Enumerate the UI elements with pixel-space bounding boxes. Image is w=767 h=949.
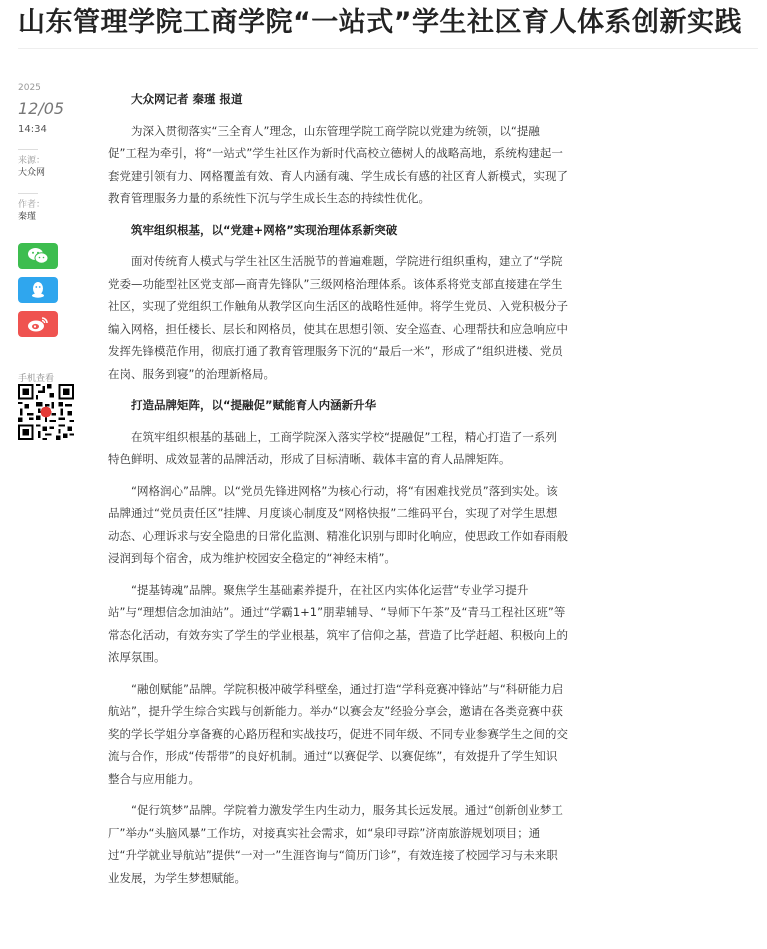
byline: 大众网记者 秦瑾 报道	[131, 92, 243, 106]
weibo-icon	[27, 315, 49, 333]
article-body	[108, 88, 568, 898]
section-heading: 筑牢组织根基，以“党建+网格”实现治理体系新突破	[131, 222, 398, 237]
qq-icon	[30, 281, 46, 299]
mobile-view-label: 手机查看	[18, 374, 55, 384]
qr-code-icon	[18, 384, 74, 440]
meta-divider	[18, 149, 38, 150]
publish-time: 14:34	[18, 124, 47, 135]
paragraph: “融创赋能”品牌。学院积极冲破学科壁垒，通过打造“学科竞赛冲锋站”与“科研能力启航站”，提升学生综合实践与创新能力。举办“以赛会友”经验分享会，邀请在各类竞赛中获奖的学长学姐分享备赛的心路历程和实战技巧，促进不同年级、不同专业参赛学生之间的交流与合作，形成“传帮带”的良好机制。通过“以赛促学、以赛促练”，有效提升了学生知识整合与应用能力。	[108, 681, 568, 786]
article-meta-sidebar	[18, 82, 78, 440]
paragraph: 在筑牢组织根基的基础上，工商学院深入落实学校“提融促”工程，精心打造了一系列特色鲜明、成效显著的品牌活动，形成了目标清晰、载体丰富的育人品牌矩阵。	[108, 429, 557, 466]
section-heading: 打造品牌矩阵，以“提融促”赋能育人内涵新升华	[131, 398, 377, 412]
share-weibo-button[interactable]	[18, 311, 58, 337]
author-label: 作者：	[18, 200, 46, 210]
paragraph: 面对传统育人模式与学生社区生活脱节的普遍难题，学院进行组织重构，建立了“学院党委—功能型社区党支部—商青先锋队”三级网格治理体系。该体系将党支部直接建在学生社区，实现了党组织工作触角从教学区向生活区的战略性延伸。将学生党员、入党积极分子编入网格，担任楼长、层长和网格员，使其在思想引领、安全巡查、心理帮扶和应急响应中发挥先锋模范作用，彻底打通了教育管理服务下沉的“最后一米”，形成了“组织进楼、党员在岗、服务到寝”的治理新格局。	[108, 254, 568, 381]
title-divider	[18, 48, 758, 49]
source-label: 来源：	[18, 156, 46, 166]
author-value: 秦瑾	[18, 212, 37, 222]
publish-date: 12/05	[18, 99, 65, 118]
publish-year: 2025	[18, 83, 41, 93]
share-wechat-button[interactable]	[18, 243, 58, 269]
wechat-icon	[27, 247, 49, 265]
paragraph: “网格润心”品牌。以“党员先锋进网格”为核心行动，将“有困难找党员”落到实处。该品牌通过“党员责任区”挂牌、月度谈心制度及“网格快报”二维码平台，实现了对学生思想动态、心理诉求与安全隐患的日常化监测、精准化识别与即时化响应，使思政工作如春雨般浸润到每个宿舍，成为维护校园安全稳定的“神经末梢”。	[108, 483, 568, 565]
paragraph: 为深入贯彻落实“三全育人”理念，山东管理学院工商学院以党建为统领，以“提融促”工程为牵引，将“一站式”学生社区作为新时代高校立德树人的战略高地，系统构建起一套党建引领有力、网格覆盖有效、育人内涵有魂、学生成长有感的社区育人新模式，实现了教育管理服务力量的系统性下沉与学生成长生态的持续性优化。	[108, 123, 568, 205]
article-title: 山东管理学院工商学院“一站式”学生社区育人体系创新实践	[18, 7, 742, 38]
paragraph: “提基铸魂”品牌。聚焦学生基础素养提升，在社区内实体化运营“专业学习提升站”与“理想信念加油站”。通过“学霸1+1”朋辈辅导、“导师下午茶”及“青马工程社区班”等常态化活动，有效夯实了学生的学业根基，筑牢了信仰之基，营造了比学赶超、积极向上的浓厚氛围。	[108, 582, 568, 664]
meta-divider	[18, 193, 38, 194]
share-qq-button[interactable]	[18, 277, 58, 303]
source-value: 大众网	[18, 168, 46, 178]
paragraph: “促行筑梦”品牌。学院着力激发学生内生动力，服务其长远发展。通过“创新创业梦工厂”举办“头脑风暴”工作坊，对接真实社会需求，如“泉印寻踪”济南旅游规划项目；通过“升学就业导航站”提供“一对一”生涯咨询与“简历门诊”，有效连接了校园学习与未来职业发展，为学生梦想赋能。	[108, 803, 563, 885]
